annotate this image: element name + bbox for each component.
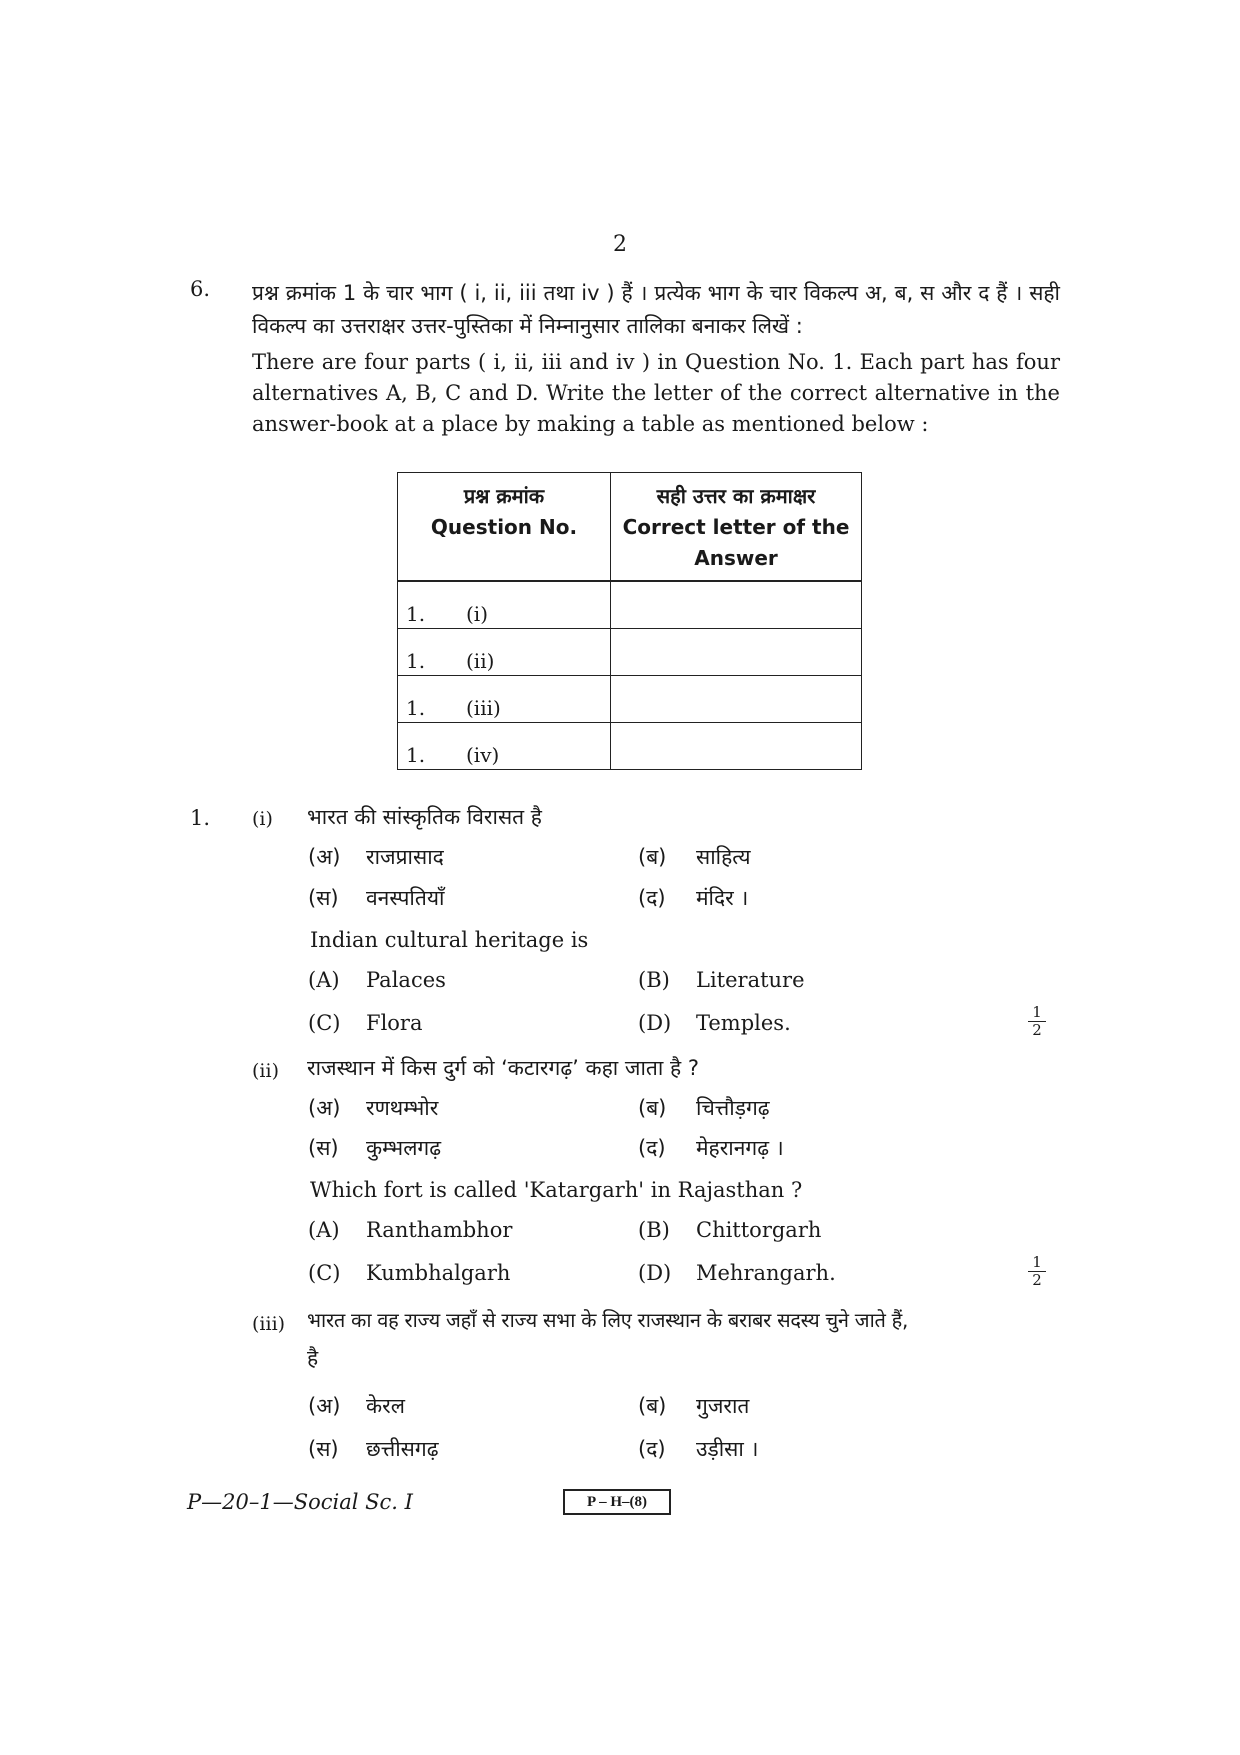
option-a-en: (A) Palaces xyxy=(308,968,446,992)
table-cell-answer xyxy=(611,676,862,723)
row-number: 1. xyxy=(406,696,426,720)
part-ii-stem-en: Which fort is called 'Katargarh' in Rajasthan ? xyxy=(310,1178,803,1202)
part-iii-label: (iii) xyxy=(252,1313,286,1335)
table-cell-question xyxy=(398,581,611,629)
option-b-hi: (ब) चित्तौड़गढ़ xyxy=(638,1096,770,1120)
header-correct-letter xyxy=(611,473,862,582)
option-c-en: (C) Flora xyxy=(308,1011,423,1035)
part-ii-stem-hi: राजस्थान में किस दुर्ग को ‘कटारगढ़’ कहा जाता है ? xyxy=(307,1056,699,1080)
option-a-hi: (अ) रणथम्भोर xyxy=(308,1096,439,1120)
marks-fraction: 1 2 xyxy=(1028,1255,1046,1288)
option-b-en: (B) Chittorgarh xyxy=(638,1218,822,1242)
table-row xyxy=(398,676,862,723)
option-d-hi: (द) मेहरानगढ़ । xyxy=(638,1136,784,1160)
answer-table-header xyxy=(398,473,862,582)
answer-table xyxy=(397,472,862,770)
option-d-hi: (द) उड़ीसा । xyxy=(638,1437,759,1461)
option-c-en: (C) Kumbhalgarh xyxy=(308,1261,511,1285)
header-question-no-hi: प्रश्न क्रमांक xyxy=(463,484,545,508)
header-question-no-en: Question No. xyxy=(430,515,578,539)
option-d-hi: (द) मंदिर । xyxy=(638,886,749,910)
option-b-en: (B) Literature xyxy=(638,968,805,992)
table-cell-question xyxy=(398,723,611,770)
instruction-hindi: प्रश्न क्रमांक 1 के चार भाग ( i, ii, iii तथा iv ) हैं । प्रत्येक भाग के चार विकल्प अ, ब, स और द हैं । सही विकल्प का उत्तराक्षर उत्तर-पुस्तिका में निम्नानुसार तालिका बनाकर लिखें : xyxy=(252,281,1060,338)
table-row xyxy=(398,581,862,629)
table-cell-answer xyxy=(611,629,862,676)
option-a-hi: (अ) राजप्रासाद xyxy=(308,845,444,869)
part-i-label: (i) xyxy=(252,808,273,830)
part-i-stem-hi: भारत की सांस्कृतिक विरासत है xyxy=(307,805,542,829)
row-number: 1. xyxy=(406,743,426,767)
row-part: (iv) xyxy=(466,743,500,767)
part-iii-stem-hi: भारत का वह राज्य जहाँ से राज्य सभा के लिए राजस्थान के बराबर सदस्य चुने जाते हैं, xyxy=(307,1308,908,1332)
table-cell-answer xyxy=(611,723,862,770)
part-ii-label: (ii) xyxy=(252,1060,279,1082)
instruction-english: There are four parts ( i, ii, iii and iv ) in Question No. 1. Each part has four alternatives A, B, C and D. Write the letter of the correct alternative in the answer-book at a place by making a table as mentioned below : xyxy=(252,350,1060,436)
table-cell-answer xyxy=(611,581,862,629)
option-a-en: (A) Ranthambhor xyxy=(308,1218,513,1242)
header-correct-letter-hi: सही उत्तर का क्रमाक्षर xyxy=(656,484,816,508)
marks-fraction: 1 2 xyxy=(1028,1005,1046,1038)
row-number: 1. xyxy=(406,649,426,673)
page-number: 2 xyxy=(613,232,627,257)
row-number: 1. xyxy=(406,602,426,626)
instruction-number: 6. xyxy=(190,277,211,301)
option-b-hi: (ब) साहित्य xyxy=(638,845,751,869)
part-iii-stem-hi-cont: है xyxy=(307,1346,319,1370)
footer-paper-code: P—20–1—Social Sc. I xyxy=(187,1490,413,1514)
row-part: (iii) xyxy=(466,696,501,720)
option-b-hi: (ब) गुजरात xyxy=(638,1394,750,1418)
footer-page-code: P – H–(8) xyxy=(563,1489,671,1515)
header-question-no xyxy=(398,473,611,582)
table-row xyxy=(398,723,862,770)
option-c-hi: (स) वनस्पतियाँ xyxy=(308,886,445,910)
option-a-hi: (अ) केरल xyxy=(308,1394,405,1418)
option-c-hi: (स) छत्तीसगढ़ xyxy=(308,1437,439,1461)
part-i-stem-en: Indian cultural heritage is xyxy=(310,928,589,952)
row-part: (i) xyxy=(466,602,489,626)
table-cell-question xyxy=(398,629,611,676)
row-part: (ii) xyxy=(466,649,495,673)
option-c-hi: (स) कुम्भलगढ़ xyxy=(308,1136,442,1160)
header-correct-letter-en: Correct letter of the Answer xyxy=(622,515,850,570)
option-d-en: (D) Mehrangarh. xyxy=(638,1261,836,1285)
option-d-en: (D) Temples. xyxy=(638,1011,791,1035)
table-cell-question xyxy=(398,676,611,723)
question-number: 1. xyxy=(190,806,211,830)
table-row xyxy=(398,629,862,676)
